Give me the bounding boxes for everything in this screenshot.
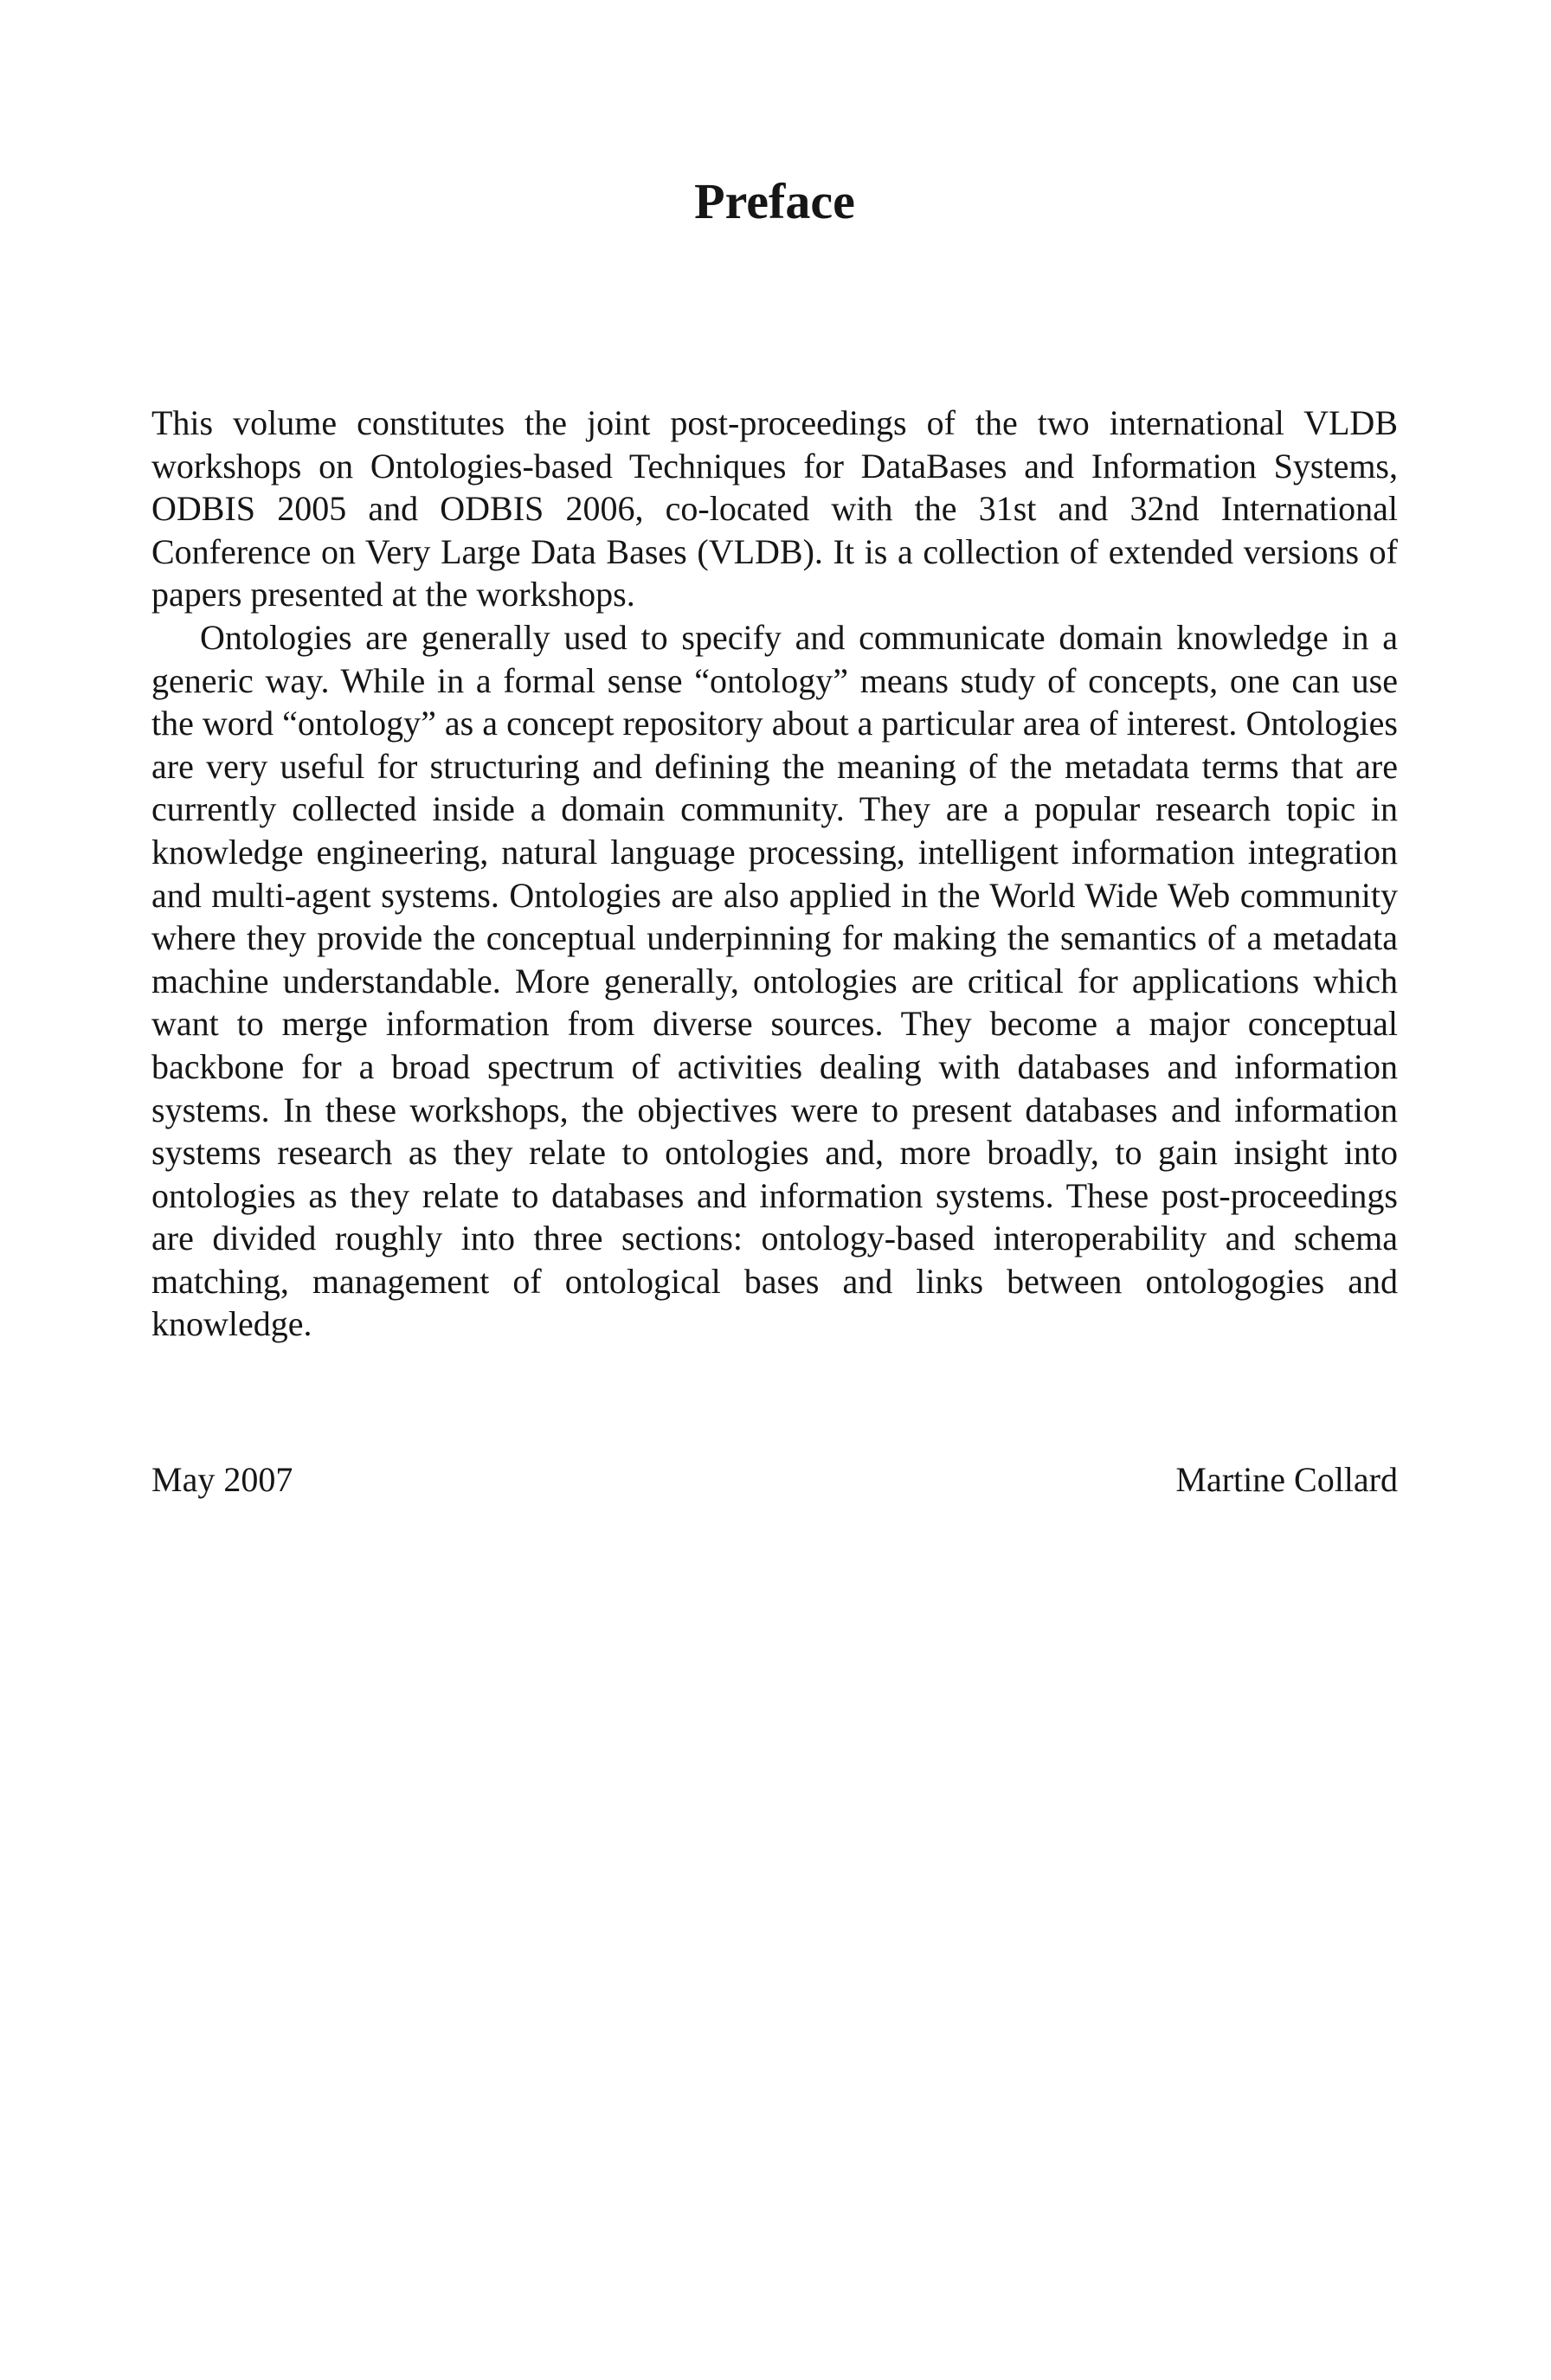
- date: May 2007: [151, 1460, 293, 1499]
- preface-body: [151, 402, 1398, 1346]
- signoff: [151, 1458, 1398, 1502]
- paragraph-ontologies: Ontologies are generally used to specify and communicate domain knowledge in a generic way. While in a formal sense “ontology” means study of concepts, one can use the word “ontology” as a concept repository about a particular area of interest. Ontologies are very useful for structuring and defining the meaning of the metadata terms that are currently collected inside a domain community. They are a popular research topic in knowledge engineering, natural language processing, intelligent information integration and multi-agent systems. Ontologies are also applied in the World Wide Web community where they provide the conceptual underpinning for making the semantics of a metadata machine understandable. More generally, ontologies are critical for applications which want to merge information from diverse sources. They become a major conceptual backbone for a broad spectrum of activities dealing with databases and information systems. In these workshops, the objectives were to present databases and information systems research as they relate to ontologies and, more broadly, to gain insight into ontologies as they relate to databases and information systems. These post-proceedings are divided roughly into three sections: ontology-based interoperability and schema matching, management of ontological bases and links between ontologogies and knowledge.: [151, 617, 1398, 1344]
- author-name: Martine Collard: [1175, 1460, 1398, 1499]
- paragraph-intro: This volume constitutes the joint post-proceedings of the two international VLDB workshops on Ontologies-based Techniques for DataBases and Information Systems, ODBIS 2005 and ODBIS 2006, co-located with the 31st and 32nd International Conference on Very Large Data Bases (VLDB). It is a collection of extended versions of papers presented at the workshops.: [151, 403, 1398, 614]
- page-title: Preface: [694, 173, 855, 229]
